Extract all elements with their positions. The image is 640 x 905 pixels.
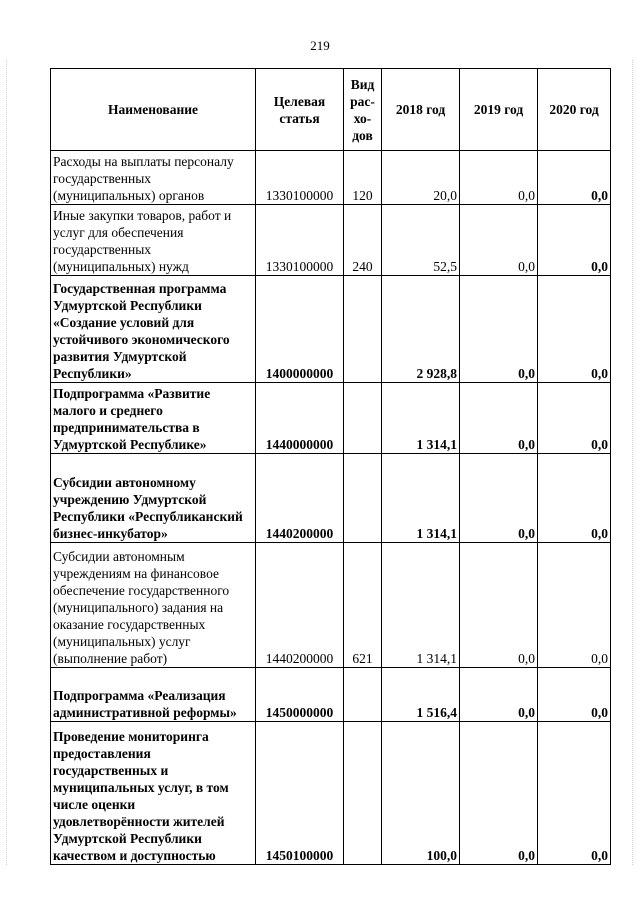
row-expense-type — [344, 383, 382, 454]
row-expense-type — [344, 276, 382, 383]
scan-edge-left — [6, 60, 7, 865]
row-2020-value: 0,0 — [538, 383, 611, 454]
row-target-article: 1440000000 — [256, 383, 344, 454]
row-2019-value: 0,0 — [460, 383, 538, 454]
table-row — [51, 543, 611, 668]
row-2020-value: 0,0 — [538, 668, 611, 722]
row-name: Субсидии автономным учреждениям на финансовое обеспечение государственного (муниципального) задания на оказание государственных (муниципальных) услуг (выполнение работ) — [51, 543, 256, 668]
table-row — [51, 722, 611, 865]
row-name: Субсидии автономному учреждению Удмуртской Республики «Республиканский бизнес-инкубатор» — [51, 454, 256, 543]
row-name: Подпрограмма «Развитие малого и среднего предпринимательства в Удмуртской Республике» — [51, 383, 256, 454]
row-2019-value: 0,0 — [460, 151, 538, 205]
table-row — [51, 383, 611, 454]
column-header-2018: 2018 год — [382, 69, 460, 151]
table-row — [51, 668, 611, 722]
row-2020-value: 0,0 — [538, 722, 611, 865]
table-row — [51, 276, 611, 383]
table-row — [51, 205, 611, 276]
column-header-target-article: Целевая статья — [256, 69, 344, 151]
table-row — [51, 454, 611, 543]
row-2020-value: 0,0 — [538, 205, 611, 276]
row-name: Подпрограмма «Реализация административной реформы» — [51, 668, 256, 722]
table-row — [51, 151, 611, 205]
row-2019-value: 0,0 — [460, 668, 538, 722]
row-2018-value: 1 314,1 — [382, 543, 460, 668]
column-header-name: Наименование — [51, 69, 256, 151]
scan-edge-right — [632, 60, 633, 865]
row-target-article: 1330100000 — [256, 205, 344, 276]
row-2020-value: 0,0 — [538, 454, 611, 543]
row-name: Проведение мониторинга предоставления государственных и муниципальных услуг, в том числе оценки удовлетворённости жителей Удмуртской Республики качеством и доступностью — [51, 722, 256, 865]
row-target-article: 1440200000 — [256, 454, 344, 543]
row-2019-value: 0,0 — [460, 722, 538, 865]
row-expense-type — [344, 722, 382, 865]
row-2018-value: 2 928,8 — [382, 276, 460, 383]
row-name: Государственная программа Удмуртской Республики «Создание условий для устойчивого экономического развития Удмуртской Республики» — [51, 276, 256, 383]
row-2019-value: 0,0 — [460, 276, 538, 383]
row-2018-value: 1 314,1 — [382, 454, 460, 543]
row-2018-value: 20,0 — [382, 151, 460, 205]
row-target-article: 1330100000 — [256, 151, 344, 205]
page-number: 219 — [310, 38, 330, 53]
row-expense-type: 240 — [344, 205, 382, 276]
row-name: Иные закупки товаров, работ и услуг для обеспечения государственных (муниципальных) нужд — [51, 205, 256, 276]
row-target-article: 1440200000 — [256, 543, 344, 668]
row-2018-value: 1 516,4 — [382, 668, 460, 722]
row-2020-value: 0,0 — [538, 151, 611, 205]
row-2019-value: 0,0 — [460, 543, 538, 668]
row-target-article: 1450000000 — [256, 668, 344, 722]
row-2019-value: 0,0 — [460, 454, 538, 543]
row-2020-value: 0,0 — [538, 543, 611, 668]
row-target-article: 1400000000 — [256, 276, 344, 383]
column-header-2019: 2019 год — [460, 69, 538, 151]
row-expense-type — [344, 668, 382, 722]
row-2019-value: 0,0 — [460, 205, 538, 276]
column-header-2020: 2020 год — [538, 69, 611, 151]
column-header-expense-type: Вид рас- хо- дов — [344, 69, 382, 151]
row-2020-value: 0,0 — [538, 276, 611, 383]
row-name: Расходы на выплаты персоналу государственных (муниципальных) органов — [51, 151, 256, 205]
row-target-article: 1450100000 — [256, 722, 344, 865]
row-2018-value: 52,5 — [382, 205, 460, 276]
row-2018-value: 1 314,1 — [382, 383, 460, 454]
row-2018-value: 100,0 — [382, 722, 460, 865]
row-expense-type: 621 — [344, 543, 382, 668]
table-header-row — [51, 69, 611, 151]
budget-table — [50, 68, 611, 865]
row-expense-type — [344, 454, 382, 543]
row-expense-type: 120 — [344, 151, 382, 205]
